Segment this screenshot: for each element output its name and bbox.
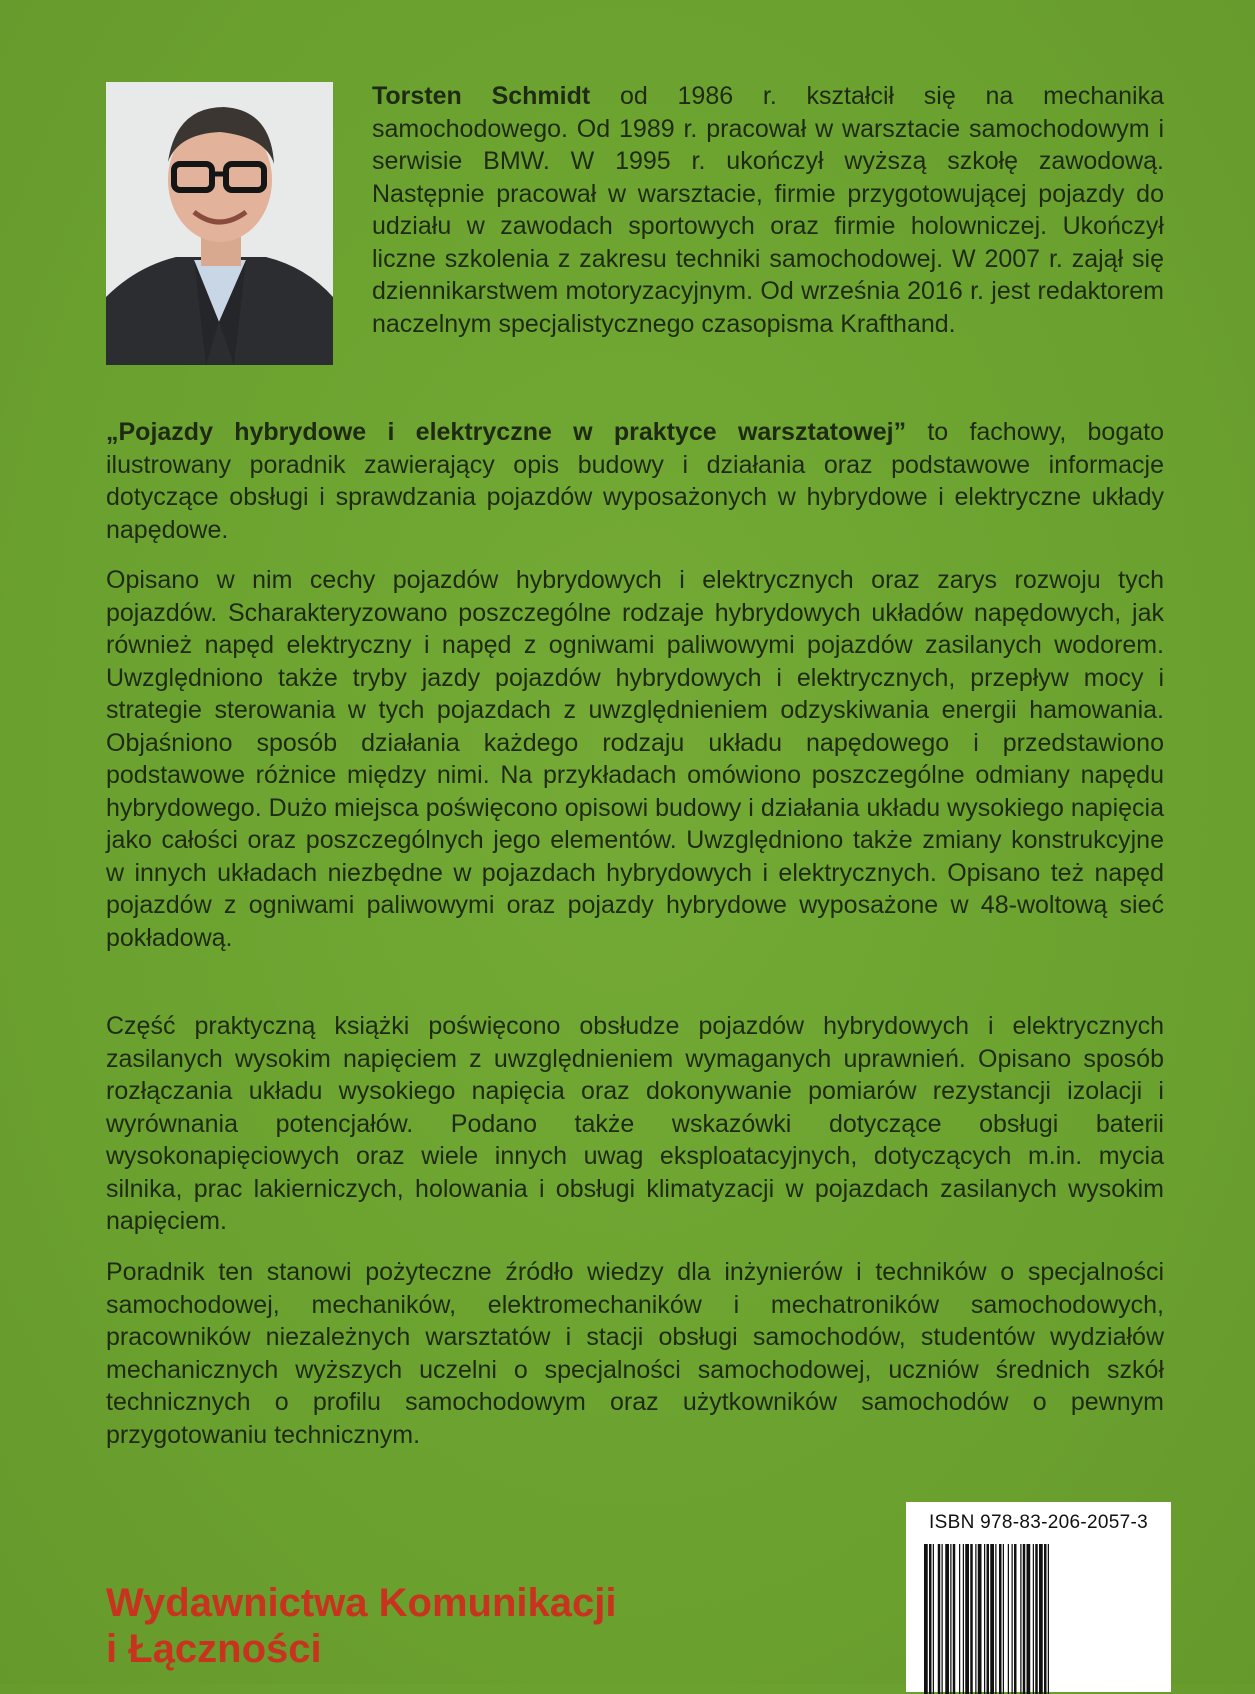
publisher-line-1: Wydawnictwa Komunikacji <box>106 1581 617 1625</box>
description-paragraph-audience: Poradnik ten stanowi pożyteczne źródło wiedzy dla inżynierów i techników o specjalności samochodowej, mechaników, elektromechaników i mechatroników samochodowych, pracowników niezależnych warsztatów i stacji obsługi samochodów, studentów wydziałów mechanicznych wyższych uczelni o specjalności samochodowej, uczniów średnich szkół technicznych o profilu samochodowym oraz użytkowników samochodów o pewnym przygotowaniu technicznym. <box>106 1258 1164 1449</box>
barcode-bar <box>1027 1544 1031 1694</box>
description-intro-text: to fachowy, bogato ilustrowany poradnik zawierający opis budowy i działania oraz podstawowe informacje dotyczące obsługi i sprawdzania pojazdów wyposażonych w hybrydowe i elektryczne układy napędowe. <box>106 418 1164 544</box>
publisher-name <box>106 1580 617 1672</box>
barcode-bar <box>970 1544 973 1694</box>
barcode-bar <box>938 1544 941 1694</box>
barcode-bar <box>990 1544 994 1694</box>
barcode-bar <box>1008 1544 1009 1694</box>
barcode-image <box>924 1544 1154 1694</box>
book-title: „Pojazdy hybrydowe i elektryczne w praktyce warsztatowej” <box>106 418 907 446</box>
author-bio <box>372 80 1164 340</box>
barcode-bar <box>1012 1544 1013 1694</box>
barcode-bar <box>1044 1544 1047 1694</box>
barcode-bar <box>1020 1544 1021 1694</box>
barcode-bar <box>1033 1544 1034 1694</box>
barcode-bar <box>963 1544 964 1694</box>
barcode-bar <box>984 1544 985 1694</box>
barcode-box <box>906 1502 1171 1692</box>
description-paragraph-contents: Opisano w nim cechy pojazdów hybrydowych i elektrycznych oraz zarys rozwoju tych pojazdów. Scharakteryzowano poszczególne rodzaje hybrydowych układów napędowych, jak również napęd elektryczny i napęd z ogniwami paliwowymi pojazdów zasilanych wodorem. Uwzględniono także tryby jazdy pojazdów hybrydowych i elektrycznych, przepływ mocy i strategie sterowania w tych pojazdach z uwzględnieniem odzyskiwania energii hamowania. Objaśniono sposób działania każdego rodzaju układu napędowego i przedstawiono podstawowe różnice między nimi. Na przykładach omówiono poszczególne odmiany napędu hybrydowego. Dużo miejsca poświęcono opisowi budowy i działania układu wysokiego napięcia jako całości oraz poszczególnych jego elementów. Uwzględniono także zmiany konstrukcyjne w innych układach niezbędne w pojazdach hybrydowych i elektrycznych. Opisano też napęd pojazdów z ogniwami paliwowymi oraz pojazdy hybrydowe wyposażone w 48-woltową sieć pokładową. <box>106 566 1164 952</box>
barcode-bar <box>945 1544 949 1694</box>
author-bio-text: od 1986 r. kształcił się na mechanika samochodowego. Od 1989 r. pracował w warsztacie samochodowym i serwisie BMW. W 1995 r. ukończył wyższą szkołę zawodową. Następnie pracował w warsztacie, firmie przygotowującej pojazdy do udziału w zawodach sportowych oraz firmie holowniczej. Ukończył liczne szkolenia z zakresu techniki samochodowej. W 2007 r. zajął się dziennikarstwem motoryzacyjnym. Od września 2016 r. jest redaktorem naczelnym specjalistycznego czasopisma Krafthand. <box>372 82 1164 338</box>
description-paragraph-intro <box>106 416 1164 546</box>
publisher-line-2: i Łączności <box>106 1627 322 1671</box>
barcode-bar <box>1035 1544 1038 1694</box>
barcode-bar <box>995 1544 996 1694</box>
author-name: Torsten Schmidt <box>372 82 591 110</box>
barcode-bar <box>975 1544 976 1694</box>
barcode-bar <box>987 1544 990 1694</box>
barcode-bar <box>942 1544 943 1694</box>
description-paragraph-practical: Część praktyczną książki poświęcono obsłudze pojazdów hybrydowych i elektrycznych zasilanych wysokim napięciem z uwzględnieniem wymaganych uprawnień. Opisano sposób rozłączania układu wysokiego napięcia oraz dokonywanie pomiarów rezystancji izolacji i wyrównania potencjałów. Podano także wskazówki dotyczące obsługi baterii wysokonapięciowych oraz wiele innych uwag eksploatacyjnych, dotyczących m.in. mycia silnika, prac lakierniczych, holowania i obsługi klimatyzacji w pojazdach zasilanych wysokim napięciem. <box>106 1012 1164 1235</box>
barcode-bar <box>1023 1544 1026 1694</box>
barcode-bar <box>1048 1544 1049 1694</box>
barcode-bar <box>950 1544 951 1694</box>
barcode-bar <box>978 1544 982 1694</box>
barcode-bar <box>959 1544 960 1694</box>
barcode-bar <box>965 1544 969 1694</box>
barcode-bar <box>953 1544 956 1694</box>
barcode-bar <box>1039 1544 1043 1694</box>
barcode-bar <box>924 1544 928 1694</box>
author-photo <box>106 82 333 365</box>
barcode-bar <box>1003 1544 1004 1694</box>
isbn-number: ISBN 978-83-206-2057-3 <box>929 1512 1148 1533</box>
barcode-bar <box>933 1544 934 1694</box>
barcode-bar <box>929 1544 932 1694</box>
barcode-bar <box>999 1544 1002 1694</box>
barcode-bar <box>1014 1544 1017 1694</box>
